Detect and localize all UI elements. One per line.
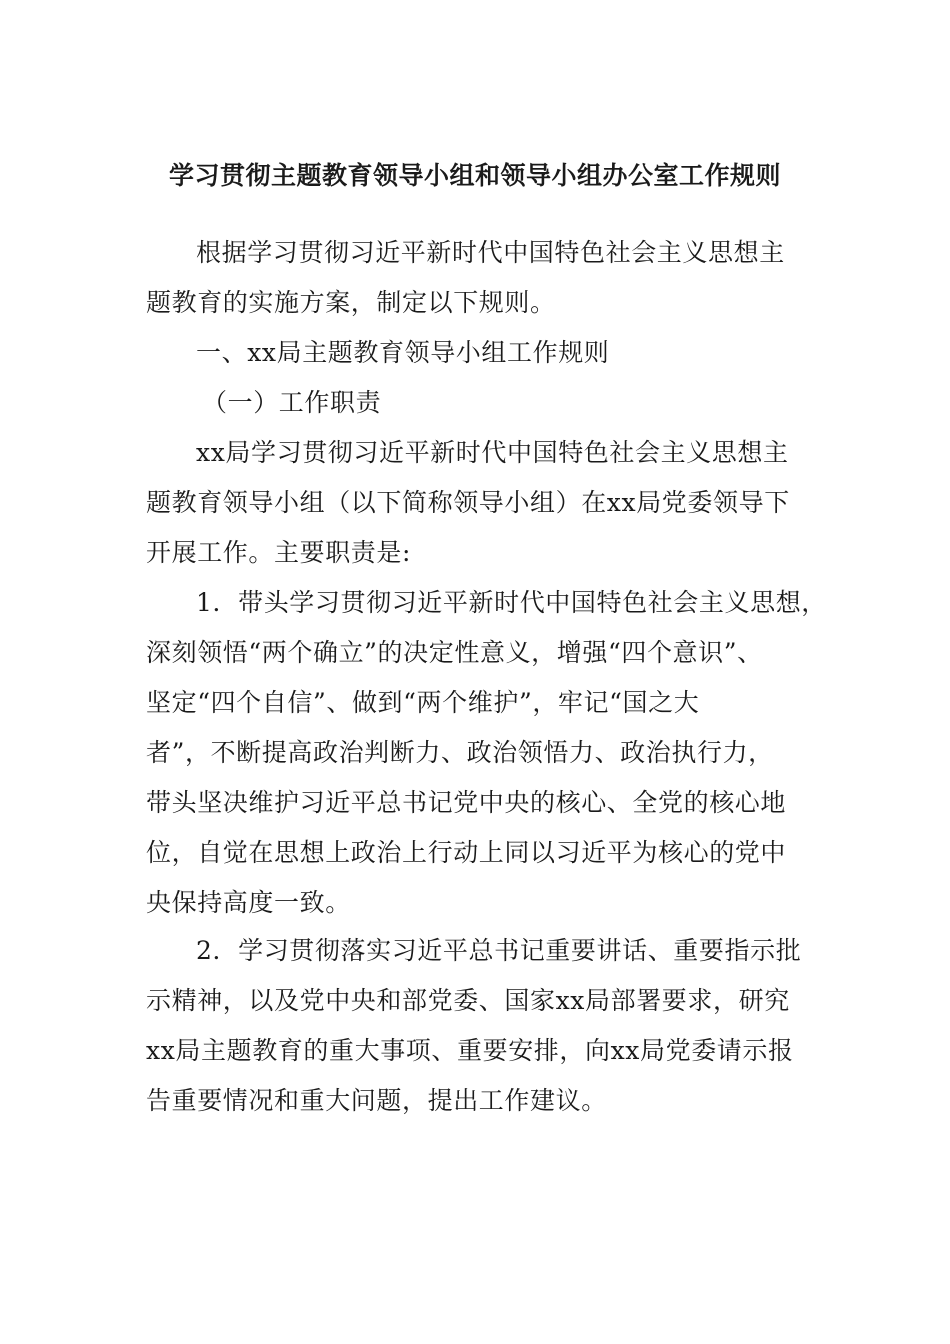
- list-item-line: 告重要情况和重大问题，提出工作建议。: [146, 1086, 607, 1115]
- paragraph-line: 题教育领导小组（以下简称领导小组）在xx局党委领导下: [146, 488, 790, 517]
- list-item-line: 者”，不断提高政治判断力、政治领悟力、政治执行力，: [146, 738, 774, 767]
- list-item-line: 示精神，以及党中央和部党委、国家xx局部署要求，研究: [146, 986, 790, 1015]
- list-item-line: 2．学习贯彻落实习近平总书记重要讲话、重要指示批: [196, 936, 802, 965]
- list-item-line: 坚定“四个自信”、做到“两个维护”，牢记“国之大: [146, 688, 700, 717]
- paragraph-line: 根据学习贯彻习近平新时代中国特色社会主义思想主: [196, 238, 785, 267]
- list-item-line: 带头坚决维护习近平总书记党中央的核心、全党的核心地: [146, 788, 787, 817]
- list-item-line: 深刻领悟“两个确立”的决定性意义，增强“四个意识”、: [146, 638, 763, 667]
- section-heading: 一、xx局主题教育领导小组工作规则: [196, 338, 610, 367]
- paragraph-line: 开展工作。主要职责是:: [146, 538, 412, 567]
- paragraph-line: xx局学习贯彻习近平新时代中国特色社会主义思想主: [196, 438, 789, 467]
- document-title: 学习贯彻主题教育领导小组和领导小组办公室工作规则: [168, 161, 781, 190]
- list-item-line: xx局主题教育的重大事项、重要安排，向xx局党委请示报: [146, 1036, 794, 1065]
- paragraph-line: 题教育的实施方案，制定以下规则。: [146, 288, 556, 317]
- list-item-line: 1．带头学习贯彻习近平新时代中国特色社会主义思想，: [196, 588, 827, 617]
- list-item-line: 位，自觉在思想上政治上行动上同以习近平为核心的党中: [146, 838, 787, 867]
- list-item-line: 央保持高度一致。: [146, 888, 351, 917]
- subsection-heading: （一）工作职责: [202, 388, 382, 417]
